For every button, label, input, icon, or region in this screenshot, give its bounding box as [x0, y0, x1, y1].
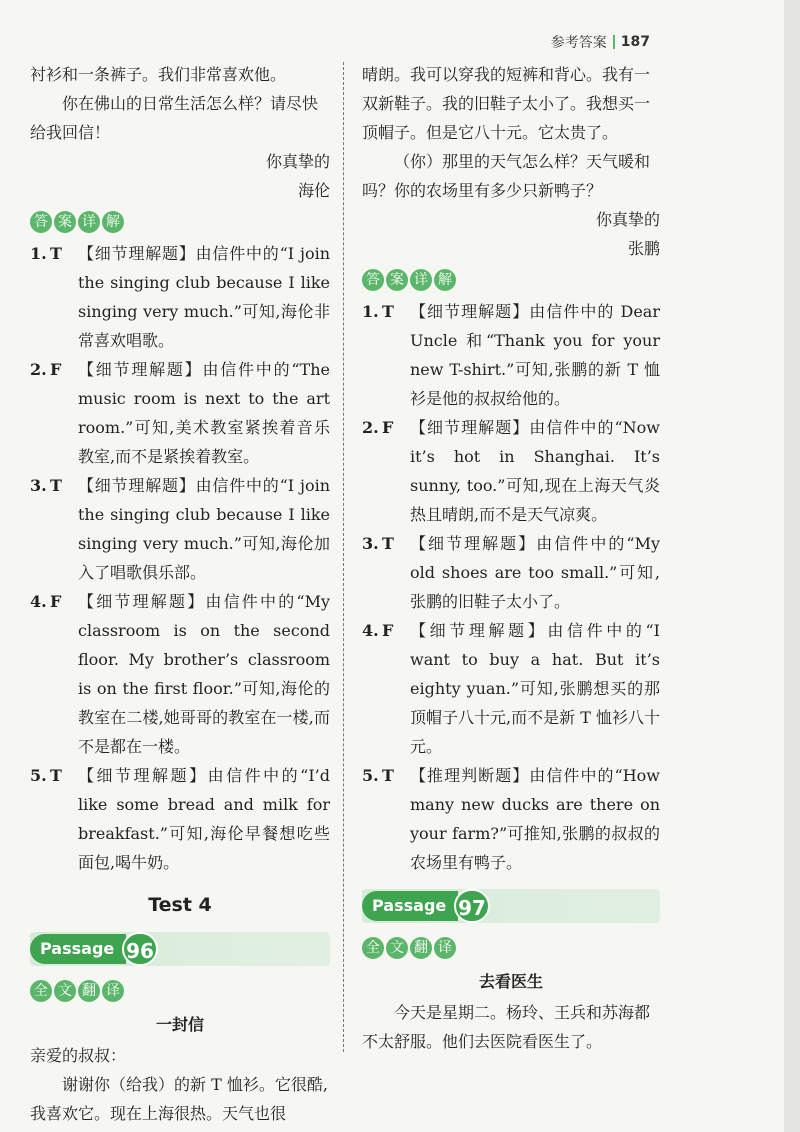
- answer-tf: T: [50, 476, 62, 495]
- letter-title: 一封信: [155, 1015, 204, 1034]
- answer-text: 【细节理解题】由信件中的“I’d like some bread and milk for breakfast.”可知,海伦早餐想吃些面包,喝牛奶。: [78, 766, 330, 872]
- answer-text: 【细节理解题】由信件中的“I join the singing club because I like singing very much.”可知,海伦非常喜欢唱歌。: [78, 244, 330, 350]
- letter-paragraph: （你）那里的天气怎么样？天气暖和吗？你的农场里有多少只新鸭子？: [362, 152, 651, 200]
- answer-item: [362, 529, 660, 616]
- answer-number: 1.: [362, 302, 379, 321]
- answer-tf: T: [382, 534, 394, 553]
- answer-item: [30, 587, 330, 761]
- answer-text: 【细节理解题】由信件中的“My old shoes are too small.”可知,张鹏的旧鞋子太小了。: [410, 534, 660, 611]
- answer-text: 【推理判断题】由信件中的“How many new ducks are there on your farm?”可推知,张鹏的叔叔的农场里有鸭子。: [410, 766, 660, 872]
- page-header: [551, 32, 650, 52]
- badge-char: 详: [410, 269, 432, 291]
- badge-char: 翻: [78, 980, 100, 1002]
- test-title: Test 4: [148, 894, 212, 916]
- answer-number: 4.: [362, 621, 379, 640]
- answer-item: [362, 761, 660, 877]
- page-number: 187: [620, 34, 650, 50]
- translation-badge: [362, 937, 456, 959]
- answer-tf: F: [382, 621, 394, 640]
- letter-closing: 你真挚的: [595, 210, 660, 229]
- story-body: 今天是星期二。杨玲、王兵和苏海都不太舒服。他们去医院看医生了。: [362, 1003, 651, 1051]
- answer-tf: T: [382, 302, 394, 321]
- answer-explanation-badge: [362, 269, 456, 291]
- answer-item: [30, 239, 330, 355]
- letter-signature: 张鹏: [627, 239, 660, 258]
- passage-label: Passage: [30, 934, 126, 964]
- answer-tf: T: [382, 766, 394, 785]
- answer-text: 【细节理解题】由信件中的“Now it’s hot in Shanghai. It’s sunny, too.”可知,现在上海天气炎热且晴朗,而不是天气凉爽。: [410, 418, 660, 524]
- page-edge: [784, 0, 800, 1132]
- badge-char: 案: [386, 269, 408, 291]
- answer-tf: F: [50, 360, 62, 379]
- answer-text: 【细节理解题】由信件中的“I join the singing club because I like singing very much.”可知,海伦加入了唱歌俱乐部。: [78, 476, 330, 582]
- letter-continuation: 衬衫和一条裤子。我们非常喜欢他。: [30, 65, 287, 84]
- letter-continuation: 晴朗。我可以穿我的短裤和背心。我有一双新鞋子。我的旧鞋子太小了。我想买一顶帽子。但是它八十元。它太贵了。: [362, 65, 651, 142]
- letter-closing: 你真挚的: [265, 152, 330, 171]
- passage-number: 96: [122, 932, 158, 966]
- answer-number: 3.: [30, 476, 47, 495]
- answer-item: [362, 616, 660, 761]
- answer-text: 【细节理解题】由信件中的“I want to buy a hat. But it’s eighty yuan.”可知,张鹏想买的那顶帽子八十元,而不是新 T 恤衫八十元。: [410, 621, 660, 756]
- badge-char: 全: [362, 937, 384, 959]
- passage-label: Passage: [362, 891, 458, 921]
- letter-body: 谢谢你（给我）的新 T 恤衫。它很酷,我喜欢它。现在上海很热。天气也很: [30, 1075, 328, 1123]
- header-separator: [613, 35, 615, 49]
- badge-char: 解: [102, 211, 124, 233]
- badge-char: 答: [362, 269, 384, 291]
- passage-banner: [362, 889, 660, 923]
- answer-item: [30, 355, 330, 471]
- left-column: [30, 60, 330, 1128]
- badge-char: 译: [434, 937, 456, 959]
- answer-item: [30, 471, 330, 587]
- answer-text: 【细节理解题】由信件中的“The music room is next to the art room.”可知,美术教室紧挨着音乐教室,而不是紧挨着教室。: [78, 360, 330, 466]
- answer-tf: T: [50, 766, 62, 785]
- badge-char: 答: [30, 211, 52, 233]
- badge-char: 全: [30, 980, 52, 1002]
- answer-item: [362, 413, 660, 529]
- answer-item: [362, 297, 660, 413]
- passage-number: 97: [454, 889, 490, 923]
- answer-number: 4.: [30, 592, 47, 611]
- letter-paragraph: 你在佛山的日常生活怎么样？请尽快给我回信！: [30, 94, 319, 142]
- answer-text: 【细节理解题】由信件中的 Dear Uncle 和“Thank you for your new T-shirt.”可知,张鹏的新 T 恤衫是他的叔叔给他的。: [410, 302, 660, 408]
- badge-char: 文: [54, 980, 76, 1002]
- letter-signature: 海伦: [297, 181, 330, 200]
- answer-number: 1.: [30, 244, 47, 263]
- answer-number: 5.: [362, 766, 379, 785]
- answer-item: [30, 761, 330, 877]
- answer-tf: F: [382, 418, 394, 437]
- right-column: [362, 60, 660, 1056]
- badge-char: 解: [434, 269, 456, 291]
- letter-salutation: 亲爱的叔叔：: [30, 1046, 127, 1065]
- answer-tf: F: [50, 592, 62, 611]
- column-divider: [343, 62, 344, 1052]
- answer-number: 2.: [30, 360, 47, 379]
- translation-badge: [30, 980, 124, 1002]
- answer-explanation-badge: [30, 211, 124, 233]
- badge-char: 详: [78, 211, 100, 233]
- answer-number: 3.: [362, 534, 379, 553]
- section-title: 参考答案: [550, 35, 607, 51]
- badge-char: 翻: [410, 937, 432, 959]
- answer-number: 5.: [30, 766, 47, 785]
- answer-text: 【细节理解题】由信件中的“My classroom is on the second floor. My brother’s classroom is on the first floor.”可知,海伦的教室在二楼,她哥哥的教室在一楼,而不是都在一楼。: [78, 592, 330, 756]
- passage-banner: [30, 932, 330, 966]
- answer-number: 2.: [362, 418, 379, 437]
- badge-char: 案: [54, 211, 76, 233]
- badge-char: 译: [102, 980, 124, 1002]
- answer-tf: T: [50, 244, 62, 263]
- badge-char: 文: [386, 937, 408, 959]
- story-title: 去看医生: [478, 972, 543, 991]
